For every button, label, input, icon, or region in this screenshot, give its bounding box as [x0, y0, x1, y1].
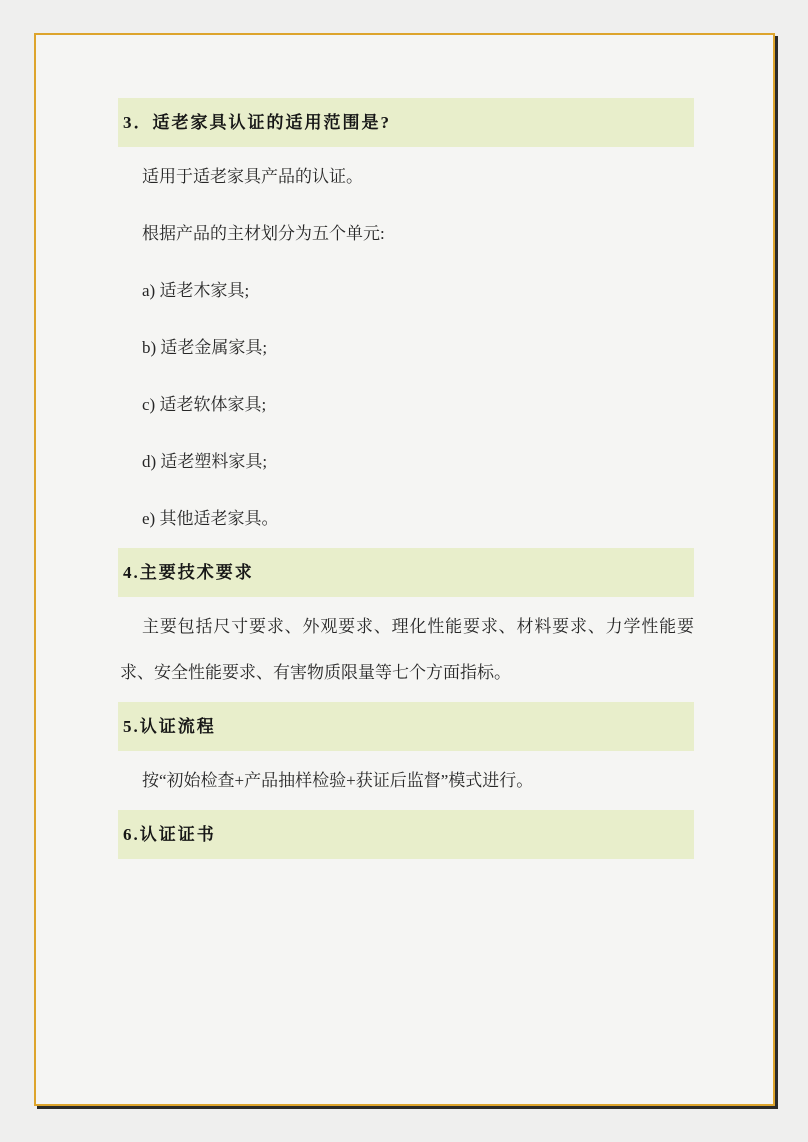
paragraph-certification-process: 按“初始检查+产品抽样检验+获证后监督”模式进行。 — [142, 771, 534, 790]
section-heading-3-scope: 3．适老家具认证的适用范围是? — [118, 98, 694, 147]
list-item-d-plastic-furniture: d) 适老塑料家具; — [142, 452, 268, 471]
paragraph-units-intro: 根据产品的主材划分为五个单元: — [142, 224, 385, 243]
document-page — [34, 33, 775, 1106]
section-heading-4-technical-requirements: 4.主要技术要求 — [118, 548, 694, 597]
paragraph-scope-intro: 适用于适老家具产品的认证。 — [142, 167, 363, 186]
page-content — [36, 35, 773, 1104]
list-item-c-soft-furniture: c) 适老软体家具; — [142, 395, 267, 414]
list-item-a-wood-furniture: a) 适老木家具; — [142, 281, 250, 300]
paragraph-technical-requirements: 主要包括尺寸要求、外观要求、理化性能要求、材料要求、力学性能要求、安全性能要求、有害物质限量等七个方面指标。 — [120, 617, 694, 682]
list-item-e-other-furniture: e) 其他适老家具。 — [142, 509, 279, 528]
list-item-b-metal-furniture: b) 适老金属家具; — [142, 338, 268, 357]
section-heading-6-certificate: 6.认证证书 — [118, 810, 694, 859]
section-heading-5-certification-process: 5.认证流程 — [118, 702, 694, 751]
